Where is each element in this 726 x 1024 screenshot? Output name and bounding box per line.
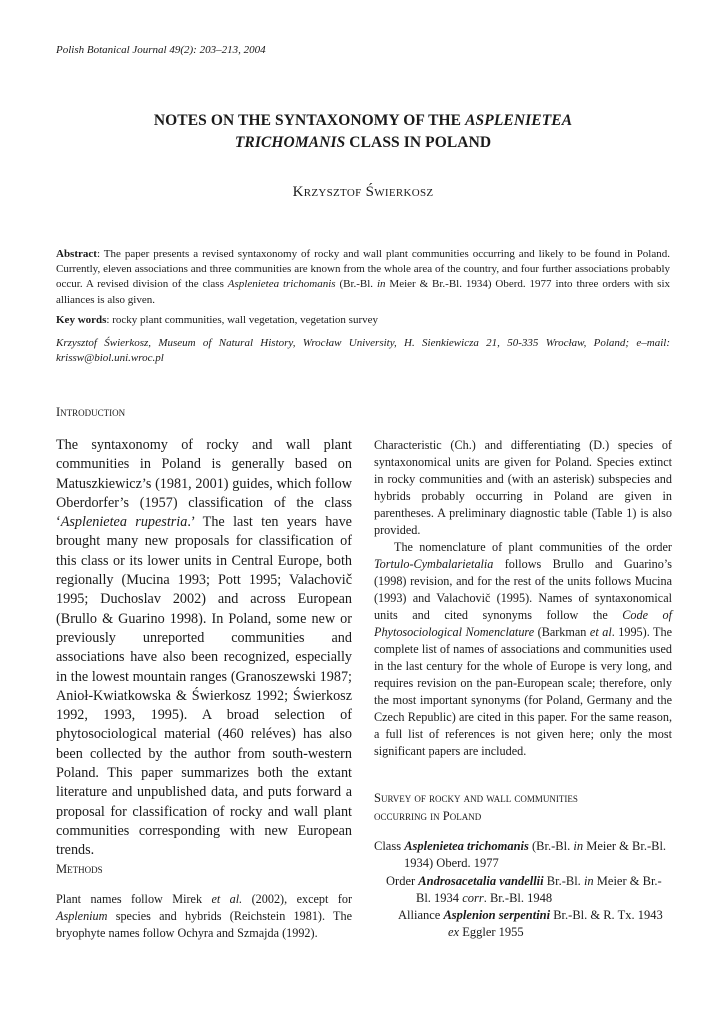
syntax-class-entry (374, 838, 672, 872)
authority: Br.-Bl. & R. Tx. 1943 (550, 908, 663, 922)
order-name: Androsacetalia vandellii (418, 874, 544, 888)
abstract (56, 247, 670, 308)
authority: Meier & Br.-Bl. 1934 (416, 874, 662, 906)
authority-in: in (573, 839, 584, 853)
abstract-in: in (376, 278, 386, 291)
authority-corr: corr (462, 891, 484, 906)
class-name: Asplenietea trichomanis (404, 839, 529, 853)
author-address: Krzysztof Świerkosz, Museum of Natural History, Wrocław University, H. Sienkiewicza 21, 50-335 Wrocław, Poland; e–mail: krissw@biol.uni.wroc.pl (56, 337, 670, 365)
keywords-text: : rocky plant communities, wall vegetation, vegetation survey (106, 314, 378, 326)
methods-et-al: et al. (211, 892, 243, 906)
abstract-text: (Br.-Bl. (335, 278, 377, 291)
authority-ex: ex (448, 925, 460, 940)
paragraph-part: follows Brullo and Guarino’s (1998) revision, and for the rest of the units follows Mucina (1993) and Valachovič (1995). Names of syntaxonomical units and cited synonyms follow the (374, 557, 672, 622)
code-title: Code of Phytosociological Nomenclature (374, 608, 672, 639)
paragraph-part: (Barkman (534, 625, 590, 639)
authority-in: in (583, 874, 594, 888)
author-name: Krzysztof Świerkosz (292, 184, 434, 200)
article-title (56, 110, 670, 154)
syntax-order-entry (386, 873, 672, 907)
authority: Br.-Bl. (543, 874, 584, 888)
order-name: Tortulo-Cymbalarietalia (374, 557, 494, 571)
survey-heading (374, 789, 578, 825)
title-part: CLASS IN POLAND (345, 134, 492, 151)
methods-text-part: (2002), except for (242, 892, 352, 906)
authority: (Br.-Bl. (528, 839, 574, 853)
paragraph: Characteristic (Ch.) and differentiating (D.) species of syntaxonomical units are given for Poland. Species extinct in rocky communities and (with an asterisk) subspecies and hybrids probably occurring in Poland are given in parentheses. A preliminary diagnostic table (Table 1) is also provided. (374, 438, 672, 537)
rank-label: Alliance (398, 908, 444, 922)
journal-citation: Polish Botanical Journal 49(2): 203–213, 2004 (56, 44, 266, 56)
methods-text-part: Plant names follow Mirek (56, 892, 212, 906)
keywords-label: Key words (56, 314, 107, 326)
authority: . Br.-Bl. 1948 (483, 891, 553, 906)
authority: Meier & Br.-Bl. 1934) Oberd. 1977 (404, 839, 667, 871)
methods-text-part: species and hybrids (Reichstein 1981). The bryophyte names follow Ochyra and Szmajda (1992). (56, 909, 352, 940)
abstract-label: Abstract (56, 248, 97, 260)
abstract-text: : The paper presents a revised syntaxonomy of rocky and wall plant communities occurring and likely to be found in Poland. Currently, eleven associations and three communities are known from the whole area of the country, and four further associations probably occur. A revised division of the class (56, 248, 670, 291)
intro-text-part: The syntaxonomy of rocky and wall plant communities in Poland is generally based on Matuszkiewicz’s (1981, 2001) guides, which follow Oberdorfer’s (1957) classification of the class ‘ (56, 437, 352, 531)
introduction-heading: Introduction (56, 405, 126, 419)
intro-class-name: Asplenietea rupestria (60, 514, 188, 531)
paragraph (374, 539, 672, 760)
title-part: NOTES ON THE SYNTAXONOMY OF THE (153, 112, 466, 129)
survey-heading-line: occurring in Poland (374, 809, 482, 823)
keywords (56, 314, 670, 326)
introduction-text (56, 436, 352, 861)
abstract-class-name: Asplenietea trichomanis (227, 278, 336, 291)
abstract-text: Meier & Br.-Bl. 1934) Oberd. 1977 into three orders with six alliances is also given. (56, 278, 671, 306)
syntax-alliance-entry (398, 907, 672, 941)
rank-label: Order (386, 874, 419, 888)
intro-text-part: .’ The last ten years have brought many new proposals for classification of this class or its lower units in Central Europe, both regionally (Mucina 1993; Pott 1995; Valachovič 1995; Duchoslav 2002) and across European (Brullo & Guarino 1998). In Poland, some new or previously unreported communities and associations have also been recognized, especially in the lowest mountain ranges (Granoszewski 1987; Anioł-Kwiatkowska & Świerkosz 1992; Świerkosz 1992, 1993, 1995). A broad selection of phytosociological material (460 reléves) has also been collected by the author from south-western Poland. This paper summarizes both the extant literature and unpublished data, and puts forward a proposal for classification of rocky and wall plant communities corresponding with new European trends. (56, 514, 352, 859)
methods-heading: Methods (56, 862, 103, 876)
right-column-text (374, 437, 672, 760)
paragraph-part: . 1995). The complete list of names of associations and communities used in the last century for the whole of Europe is very long, and requires revision on the pan-European scale; therefore, only the most important synonyms (for Poland, Germany and the Czech Republic) are cited in this paper. For the same reason, a full list of references is not given here; only the most significant papers are included. (374, 625, 672, 758)
title-part-italic: ASPLENIETEA (465, 112, 573, 129)
et-al: et al (589, 625, 612, 639)
paragraph-part: The nomenclature of plant communities of the order (394, 540, 672, 554)
title-part-italic: TRICHOMANIS (234, 134, 346, 151)
methods-genus: Asplenium (56, 909, 108, 923)
methods-text (56, 891, 352, 942)
alliance-name: Asplenion serpentini (443, 908, 551, 922)
survey-heading-line: Survey of rocky and wall communities (374, 791, 578, 805)
authority: Eggler 1955 (459, 925, 524, 940)
rank-label: Class (374, 839, 405, 853)
